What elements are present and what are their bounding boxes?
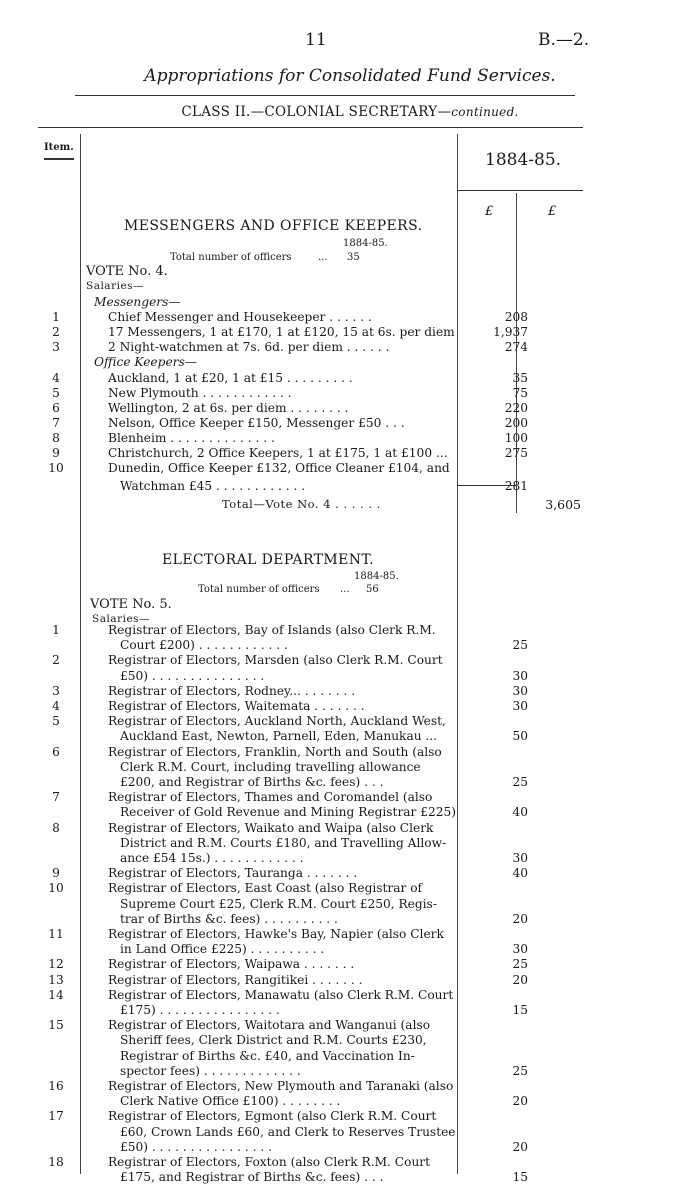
- total-value: 3,605: [545, 497, 581, 512]
- item-description: Chief Messenger and Housekeeper . . . . . .: [108, 310, 372, 325]
- item-description: £60, Crown Lands £60, and Clerk to Reserves Trustee: [120, 1124, 456, 1139]
- table-row: [44, 714, 684, 729]
- item-amount: 20: [512, 972, 528, 987]
- table-row: [44, 836, 684, 851]
- item-description: ance £54 15s.) . . . . . . . . . . . .: [120, 851, 304, 865]
- item-number: 7: [52, 790, 60, 805]
- item-number: 8: [52, 430, 60, 445]
- table-row: [44, 775, 684, 790]
- item-description: Registrar of Electors, Thames and Coromandel (also: [108, 790, 433, 805]
- item-amount: 20: [512, 1139, 528, 1154]
- salaries-heading: Salaries—: [92, 613, 151, 625]
- table-row: [44, 851, 684, 866]
- item-description: Registrar of Electors, Rodney... . . . . . . .: [108, 683, 356, 698]
- item-amount: 20: [512, 911, 528, 926]
- item-description: Registrar of Electors, Franklin, North and South (also: [108, 744, 442, 759]
- item-description: Supreme Court £25, Clerk R.M. Court £250, Regis-: [120, 896, 437, 911]
- item-description: Registrar of Electors, New Plymouth and Taranaki (also: [108, 1079, 454, 1093]
- item-number: 7: [52, 415, 60, 430]
- header-top-rule: [38, 127, 583, 128]
- officers-count: 35: [347, 252, 360, 263]
- officers-label: Total number of officers: [198, 584, 320, 595]
- item-amount: 40: [512, 805, 528, 820]
- document-code: B.—2.: [538, 30, 590, 50]
- item-description: New Plymouth . . . . . . . . . . . .: [108, 385, 292, 400]
- item-description: Auckland East, Newton, Parnell, Eden, Manukau ...: [120, 729, 438, 744]
- item-amount: 274: [504, 340, 528, 355]
- item-amount: 40: [512, 866, 528, 881]
- table-row: [44, 386, 684, 401]
- item-description: Registrar of Electors, Waikato and Waipa (also Clerk: [108, 820, 434, 835]
- table-row: [44, 325, 684, 340]
- item-description: District and R.M. Courts £180, and Travelling Allow-: [120, 835, 447, 850]
- table-row: [44, 461, 684, 476]
- item-amount: 200: [504, 415, 528, 430]
- item-number: 9: [52, 866, 60, 881]
- item-amount: 281: [504, 479, 528, 494]
- table-row: [44, 1140, 684, 1155]
- table-row: [44, 866, 684, 881]
- item-amount: 275: [504, 446, 528, 460]
- item-number: 12: [48, 957, 64, 972]
- item-description: £50) . . . . . . . . . . . . . . .: [120, 668, 265, 683]
- item-number: 3: [52, 683, 60, 698]
- table-row: [44, 340, 684, 355]
- table-row: [44, 1094, 684, 1109]
- table-row: [44, 1003, 684, 1018]
- table-row: [44, 973, 684, 988]
- table-row: [44, 1109, 684, 1124]
- table-row: [44, 310, 684, 325]
- item-description: Auckland, 1 at £20, 1 at £15 . . . . . . . . .: [108, 370, 353, 385]
- item-description: Registrar of Electors, Rangitikei . . . . . . .: [108, 972, 363, 987]
- total-label: Total—Vote No. 4 . . . . . .: [222, 497, 381, 511]
- table-row: [44, 881, 684, 896]
- year-column-header: 1884-85.: [485, 150, 562, 170]
- table-row: [44, 638, 684, 653]
- table-row: [44, 821, 684, 836]
- vote-heading: VOTE No. 4.: [86, 264, 168, 279]
- table-row: [44, 1064, 684, 1079]
- section-title-messengers: MESSENGERS AND OFFICE KEEPERS.: [124, 218, 423, 234]
- table-row: [44, 729, 684, 744]
- section-year-label: 1884-85.: [343, 238, 388, 249]
- item-number: 10: [48, 881, 64, 896]
- table-row: [44, 295, 684, 310]
- item-amount: 35: [512, 370, 528, 385]
- item-number: 16: [48, 1079, 64, 1093]
- item-description: Court £200) . . . . . . . . . . . .: [120, 638, 288, 653]
- item-description: Registrar of Electors, Hawke's Bay, Napier (also Clerk: [108, 927, 444, 941]
- section-year-label: 1884-85.: [354, 571, 399, 582]
- item-description: £200, and Registrar of Births &c. fees) . . .: [120, 775, 384, 789]
- table-row: [44, 1079, 684, 1094]
- item-number: 8: [52, 820, 60, 835]
- item-amount: 15: [512, 1170, 528, 1185]
- table-row: [44, 416, 684, 431]
- item-number: 5: [52, 714, 60, 729]
- table-row: [44, 371, 684, 386]
- table-row: [44, 942, 684, 957]
- item-description: Registrar of Births &c. £40, and Vaccination In-: [120, 1048, 415, 1063]
- item-amount: 100: [504, 430, 528, 445]
- item-number: 1: [52, 310, 60, 325]
- item-number: 2: [52, 653, 60, 668]
- table-row: [44, 745, 684, 760]
- item-number: 17: [48, 1109, 64, 1124]
- item-description: £175) . . . . . . . . . . . . . . . .: [120, 1003, 280, 1017]
- item-amount: 15: [512, 1003, 528, 1017]
- item-amount: 25: [512, 775, 528, 789]
- item-number: 3: [52, 340, 60, 355]
- item-amount: 1,937: [493, 325, 528, 340]
- item-description: Registrar of Electors, Marsden (also Clerk R.M. Court: [108, 653, 443, 668]
- table-row: [44, 1155, 684, 1170]
- item-number: 5: [52, 385, 60, 400]
- table-row: [44, 684, 684, 699]
- item-amount: 75: [512, 385, 528, 400]
- item-description: Clerk R.M. Court, including travelling allowance: [120, 759, 421, 774]
- table-row: [44, 912, 684, 927]
- item-description: 17 Messengers, 1 at £170, 1 at £120, 15 at 6s. per diem: [108, 325, 455, 340]
- vote-heading: VOTE No. 5.: [90, 597, 172, 612]
- item-number: 14: [48, 987, 64, 1002]
- item-amount: 30: [512, 699, 528, 713]
- item-description: Watchman £45 . . . . . . . . . . . .: [120, 479, 306, 494]
- item-number: 10: [48, 461, 64, 476]
- officers-dots: ...: [318, 252, 328, 263]
- table-row: [44, 927, 684, 942]
- item-number: 1: [52, 623, 60, 637]
- pound-sign-left: £: [485, 204, 494, 219]
- officers-dots: ...: [340, 584, 350, 595]
- table-row: [44, 790, 684, 805]
- item-number: 2: [52, 325, 60, 340]
- item-number: 4: [52, 699, 60, 713]
- item-amount: 20: [512, 1094, 528, 1109]
- table-row: [44, 988, 684, 1003]
- table-row: [44, 431, 684, 446]
- page-title: Appropriations for Consolidated Fund Services.: [144, 66, 556, 86]
- table-row: [44, 1049, 684, 1064]
- section-title-electoral: ELECTORAL DEPARTMENT.: [162, 552, 374, 568]
- item-description: Messengers—: [94, 295, 181, 309]
- item-number: 6: [52, 400, 60, 415]
- item-amount: 25: [512, 638, 528, 653]
- table-row: [44, 653, 684, 668]
- item-description: Nelson, Office Keeper £150, Messenger £50 . . .: [108, 415, 405, 430]
- item-description: in Land Office £225) . . . . . . . . . .: [120, 942, 325, 957]
- table-row: [44, 1125, 684, 1140]
- salaries-heading: Salaries—: [86, 280, 145, 292]
- item-description: Registrar of Electors, Auckland North, Auckland West,: [108, 714, 446, 729]
- item-description: Registrar of Electors, Waitemata . . . . . . .: [108, 699, 365, 713]
- class-heading: CLASS II.—COLONIAL SECRETARY—continued.: [181, 104, 519, 120]
- table-row: [44, 479, 684, 494]
- item-description: £175, and Registrar of Births &c. fees) . . .: [120, 1170, 384, 1185]
- item-column-header: Item.: [44, 142, 74, 153]
- title-rule: [75, 95, 575, 96]
- subtotal-rule: [457, 485, 517, 486]
- item-header-rule: [44, 158, 74, 160]
- item-description: Dunedin, Office Keeper £132, Office Cleaner £104, and: [108, 461, 450, 476]
- item-amount: 50: [512, 729, 528, 744]
- item-description: Office Keepers—: [94, 355, 197, 370]
- item-description: Registrar of Electors, East Coast (also Registrar of: [108, 881, 423, 896]
- table-row: [44, 669, 684, 684]
- item-description: trar of Births &c. fees) . . . . . . . . . .: [120, 911, 338, 926]
- item-amount: 220: [504, 400, 528, 415]
- item-number: 9: [52, 446, 60, 460]
- item-description: Christchurch, 2 Office Keepers, 1 at £175, 1 at £100 ...: [108, 446, 448, 460]
- item-description: Registrar of Electors, Manawatu (also Clerk R.M. Court: [108, 987, 454, 1002]
- item-description: Registrar of Electors, Tauranga . . . . . . .: [108, 866, 358, 881]
- item-amount: 30: [512, 683, 528, 698]
- page-number: 11: [305, 30, 327, 50]
- item-description: Wellington, 2 at 6s. per diem . . . . . . . .: [108, 400, 349, 415]
- item-description: Registrar of Electors, Waitotara and Wanganui (also: [108, 1018, 431, 1033]
- item-description: Registrar of Electors, Egmont (also Clerk R.M. Court: [108, 1109, 437, 1124]
- item-amount: 30: [512, 851, 528, 865]
- item-description: Registrar of Electors, Foxton (also Clerk R.M. Court: [108, 1155, 431, 1169]
- table-row: [44, 401, 684, 416]
- table-row: [44, 805, 684, 820]
- table-row: [44, 1170, 684, 1185]
- item-number: 13: [48, 972, 64, 987]
- item-number: 18: [48, 1155, 64, 1169]
- table-row: [44, 957, 684, 972]
- item-description: spector fees) . . . . . . . . . . . . .: [120, 1063, 301, 1078]
- item-description: £50) . . . . . . . . . . . . . . . .: [120, 1139, 272, 1154]
- table-row: [44, 1033, 684, 1048]
- year-header-rule: [457, 190, 583, 191]
- table-row: [44, 760, 684, 775]
- item-number: 4: [52, 370, 60, 385]
- item-number: 11: [48, 927, 64, 941]
- table-row: [44, 446, 684, 461]
- pound-sign-right: £: [548, 204, 557, 219]
- table-row: [44, 1018, 684, 1033]
- item-number: 6: [52, 744, 60, 759]
- officers-label: Total number of officers: [170, 252, 292, 263]
- table-row: [44, 699, 684, 714]
- item-description: Registrar of Electors, Bay of Islands (also Clerk R.M.: [108, 623, 436, 637]
- table-row: [44, 355, 684, 370]
- item-number: 15: [48, 1018, 64, 1033]
- item-description: 2 Night-watchmen at 7s. 6d. per diem . . . . . .: [108, 340, 390, 355]
- table-row: [44, 623, 684, 638]
- item-description: Registrar of Electors, Waipawa . . . . . . .: [108, 957, 355, 972]
- officers-count: 56: [366, 584, 379, 595]
- table-row: [44, 897, 684, 912]
- item-amount: 30: [512, 942, 528, 957]
- item-amount: 25: [512, 957, 528, 972]
- item-amount: 30: [512, 668, 528, 683]
- item-description: Clerk Native Office £100) . . . . . . . .: [120, 1094, 341, 1109]
- item-amount: 208: [504, 310, 528, 325]
- item-description: Sheriff fees, Clerk District and R.M. Courts £230,: [120, 1033, 427, 1048]
- item-description: Receiver of Gold Revenue and Mining Registrar £225): [120, 805, 457, 820]
- item-amount: 25: [512, 1063, 528, 1078]
- item-description: Blenheim . . . . . . . . . . . . . .: [108, 430, 275, 445]
